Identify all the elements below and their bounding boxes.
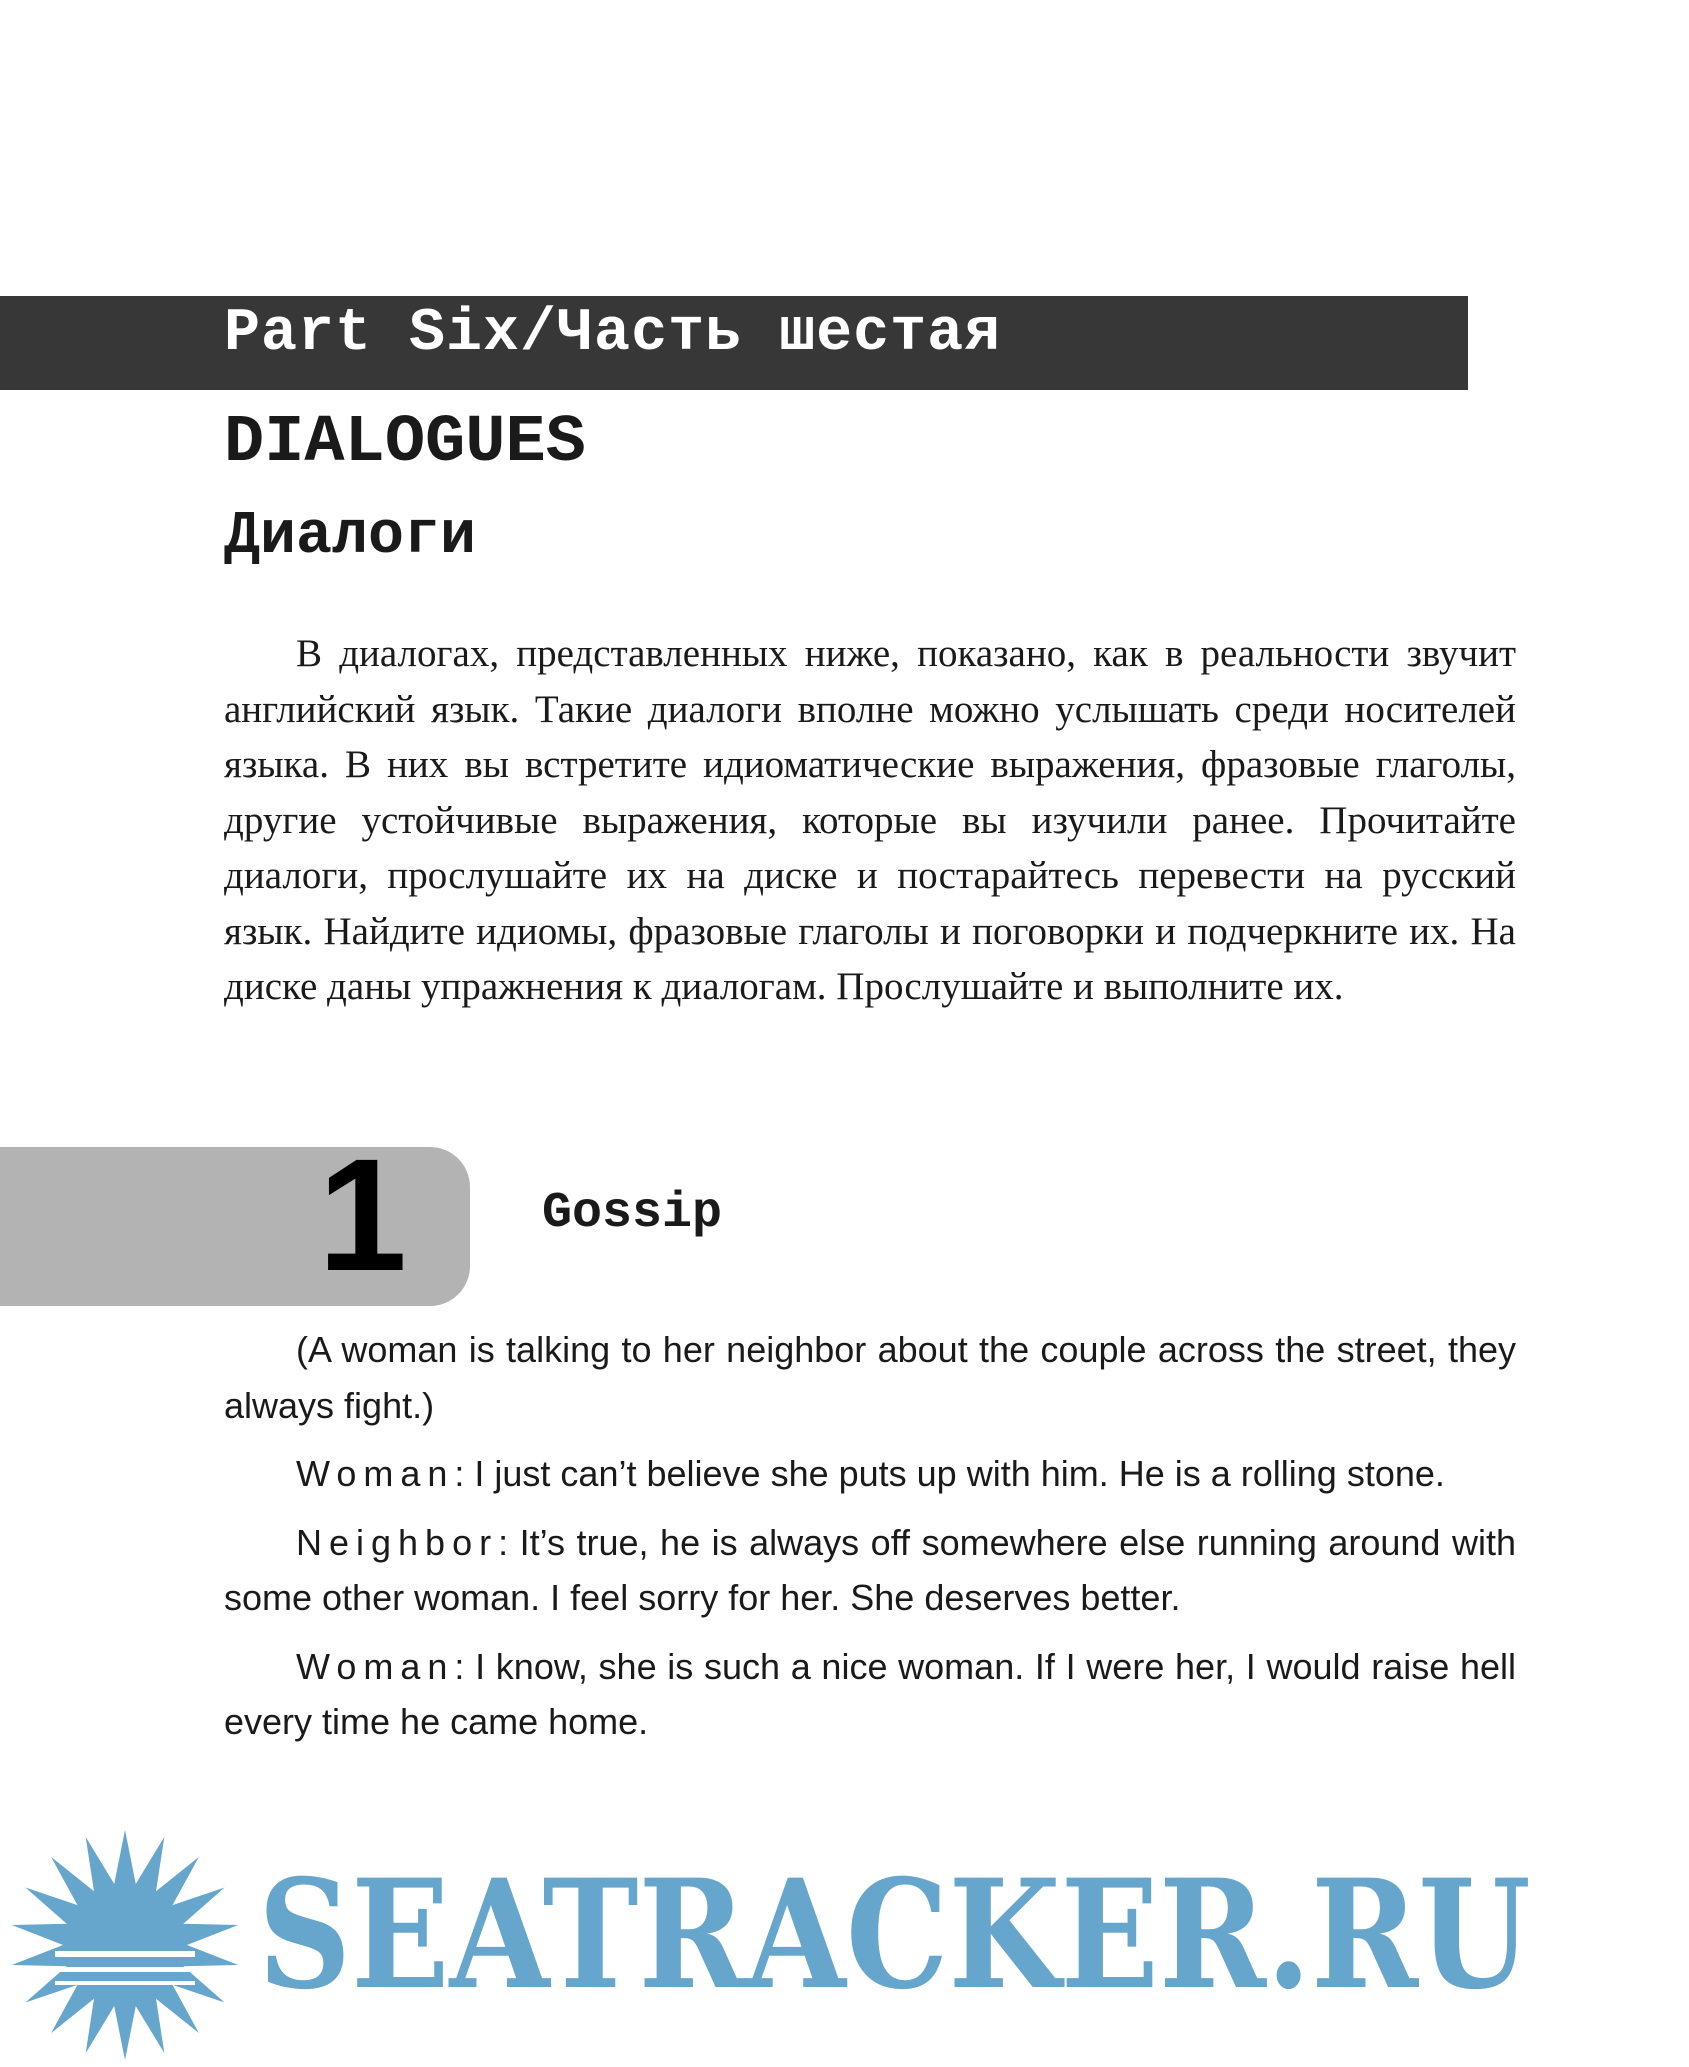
- line-text: I just can’t believe she puts up with him. He is a rolling stone.: [474, 1453, 1445, 1494]
- line-text: It’s true, he is always off somewhere else running around with some other woman. I feel sorry for her. She deserves better.: [224, 1521, 1516, 1618]
- speaker-separator: :: [454, 1645, 476, 1687]
- part-title: Part Six/Часть шестая: [224, 300, 1002, 368]
- stage-direction: (A woman is talking to her neighbor about the couple across the street, they always fight.): [224, 1329, 1516, 1426]
- dialogue-title: Gossip: [542, 1185, 723, 1242]
- section-heading-english: DIALOGUES: [224, 405, 586, 481]
- intro-paragraph: В диалогах, представленных ниже, показано, как в реальности звучит английский язык. Такие диалоги вполне можно услышать среди носителей языка. В них вы встретите идиоматические выражения, фразовые глаголы, другие устойчивые выражения, которые вы изучили ранее. Прочитайте диалоги, прослушайте их на диске и постарайтесь перевести на русский язык. Найдите идиомы, фразовые глаголы и поговорки и подчеркните их. На диске даны упражнения к диалогам. Прослушайте и выполните их.: [224, 632, 1516, 1008]
- dialogue-line: [224, 1446, 1516, 1502]
- dialogue-line: [224, 1515, 1516, 1626]
- line-text: I know, she is such a nice woman. If I were her, I would raise hell every time he came home.: [224, 1645, 1516, 1742]
- speaker-name: Neighbor: [296, 1521, 499, 1563]
- speaker-separator: :: [498, 1521, 520, 1563]
- dialogue-number: 1: [318, 1125, 407, 1304]
- speaker-separator: :: [454, 1453, 475, 1494]
- section-heading-russian: Диалоги: [224, 503, 477, 571]
- speaker-name: Woman: [296, 1645, 455, 1687]
- sunburst-icon: [10, 1830, 241, 2060]
- dialogue-line: [224, 1639, 1516, 1750]
- speaker-name: Woman: [296, 1453, 455, 1494]
- dialogue-body: [224, 1322, 1516, 1763]
- watermark-text: SEATRACKER.RU: [258, 1847, 1531, 2023]
